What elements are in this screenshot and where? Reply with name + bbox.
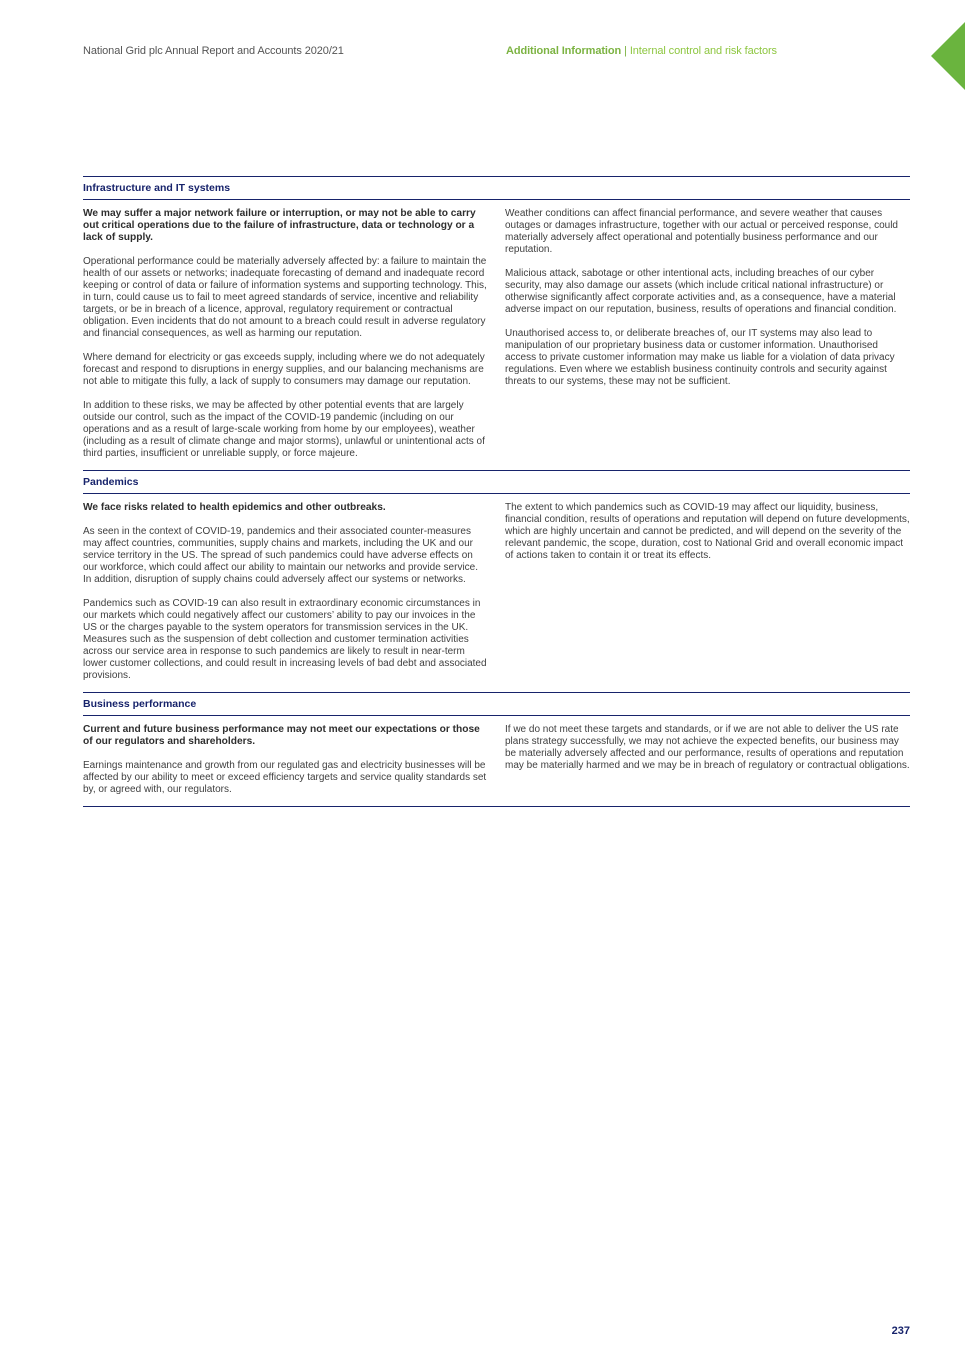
risk-block-infrastructure: [83, 176, 910, 470]
section-breadcrumb: [506, 45, 777, 57]
page-number: 237: [891, 1325, 910, 1337]
risk-paragraph: Unauthorised access to, or deliberate breaches of, our IT systems may also lead to manipulation of our proprietary business data or customer information. Unauthorised access to private customer information may make us liable for a violation of data privacy regulations. Even where we establish business continuity controls and security against threats to our systems, these may not be sufficient.: [505, 328, 895, 387]
risk-paragraph: In addition to these risks, we may be affected by other potential events that are largely outside our control, such as the impact of the COVID-19 pandemic (including on our operations and as a result of large-scale working from home by our employees), weather (including as a result of climate change and major storms), unlawful or unintentional acts of third parties, insufficient or unreliable supply, or force majeure.: [83, 400, 485, 459]
closing-rule: [83, 806, 910, 807]
risk-right-column: [505, 724, 910, 796]
risk-right-column: [505, 208, 910, 460]
risk-paragraph: Where demand for electricity or gas exceeds supply, including where we do not adequately forecast and respond to disruptions in energy supplies, and our balancing mechanisms are not able to mitigate this fully, a lack of supply to consumers may damage our reputation.: [83, 352, 485, 387]
risk-section-title: Pandemics: [83, 470, 910, 494]
risk-factors-content: [83, 176, 910, 807]
risk-left-column: [83, 208, 488, 460]
risk-paragraph: Malicious attack, sabotage or other intentional acts, including breaches of our cyber security, may also damage our assets (which include critical national infrastructure) or otherwise significantly affect corporate activities and, as a consequence, have a material adverse impact on our reputation, business, results of operations and financial condition.: [505, 268, 897, 315]
risk-block-pandemics: [83, 470, 910, 692]
breadcrumb-subsection: Internal control and risk factors: [629, 45, 777, 57]
report-title: National Grid plc Annual Report and Accounts 2020/21: [83, 45, 344, 57]
risk-block-business-performance: [83, 692, 910, 806]
risk-paragraph: The extent to which pandemics such as COVID-19 may affect our liquidity, business, financial condition, results of operations and reputation will depend on future developments, which are highly uncertain and cannot be predicted, and will depend on the severity of the relevant pandemic, the scope, duration, cost to National Grid and overall economic impact of actions taken to contain it or treat its effects.: [505, 502, 910, 561]
risk-paragraph: If we do not meet these targets and standards, or if we are not able to deliver the US rate plans strategy successfully, we may not achieve the expected benefits, our business may be materially adversely affected and our performance, results of operations and reputation may be materially harmed and we may be in breach of regulatory or contractual obligations.: [505, 724, 910, 771]
risk-columns: [83, 200, 910, 470]
risk-section-title: Infrastructure and IT systems: [83, 176, 910, 200]
risk-right-column: [505, 502, 910, 682]
risk-columns: [83, 494, 910, 692]
breadcrumb-separator: |: [624, 45, 627, 57]
risk-section-title: Business performance: [83, 692, 910, 716]
section-tab-marker: [931, 22, 965, 90]
risk-paragraph: Pandemics such as COVID-19 can also result in extraordinary economic circumstances in our markets which could negatively affect our customers’ ability to pay our invoices in the US or the charges payable to the system operators for transmission services in the UK. Measures such as the suspension of debt collection and customer termination activities across our service area in response to such pandemics are likely to result in near-term lower customer collections, and could result in increasing levels of bad debt and associated provisions.: [83, 598, 487, 681]
breadcrumb-section: Additional Information: [506, 45, 622, 57]
risk-paragraph: As seen in the context of COVID-19, pandemics and their associated counter-measures may affect countries, communities, supply chains and markets, including the UK and our service territory in the US. The spread of such pandemics could have adverse effects on our workforce, which could affect our ability to maintain our networks and provide service. In addition, disruption of supply chains could adversely affect our systems or networks.: [83, 526, 479, 585]
risk-left-column: [83, 502, 488, 682]
risk-lead-statement: Current and future business performance may not meet our expectations or those of our regulators and shareholders.: [83, 724, 480, 747]
risk-columns: [83, 716, 910, 806]
risk-paragraph: Weather conditions can affect financial performance, and severe weather that causes outages or damages infrastructure, together with our actual or perceived response, could materially adversely affect operational and potentially business performance and our reputation.: [505, 208, 898, 255]
risk-lead-statement: We face risks related to health epidemics and other outbreaks.: [83, 502, 386, 513]
risk-paragraph: Earnings maintenance and growth from our regulated gas and electricity businesses will be affected by our ability to meet or exceed efficiency targets and service quality standards set by, or agreed with, our regulators.: [83, 760, 487, 795]
risk-paragraph: Operational performance could be materially adversely affected by: a failure to maintain the health of our assets or networks; inadequate forecasting of demand and inadequate record keeping or control of data or failure of information systems and supporting technology. This, in turn, could cause us to fail to meet agreed standards of service, incentive and reliability targets, or be in breach of a licence, approval, regulatory requirement or contractual obligation. Even incidents that do not amount to a breach could result in adverse regulatory and financial consequences, as well as harming our reputation.: [83, 256, 487, 339]
risk-left-column: [83, 724, 488, 796]
risk-lead-statement: We may suffer a major network failure or interruption, or may not be able to carry out critical operations due to the failure of infrastructure, data or technology or a lack of supply.: [83, 208, 476, 243]
